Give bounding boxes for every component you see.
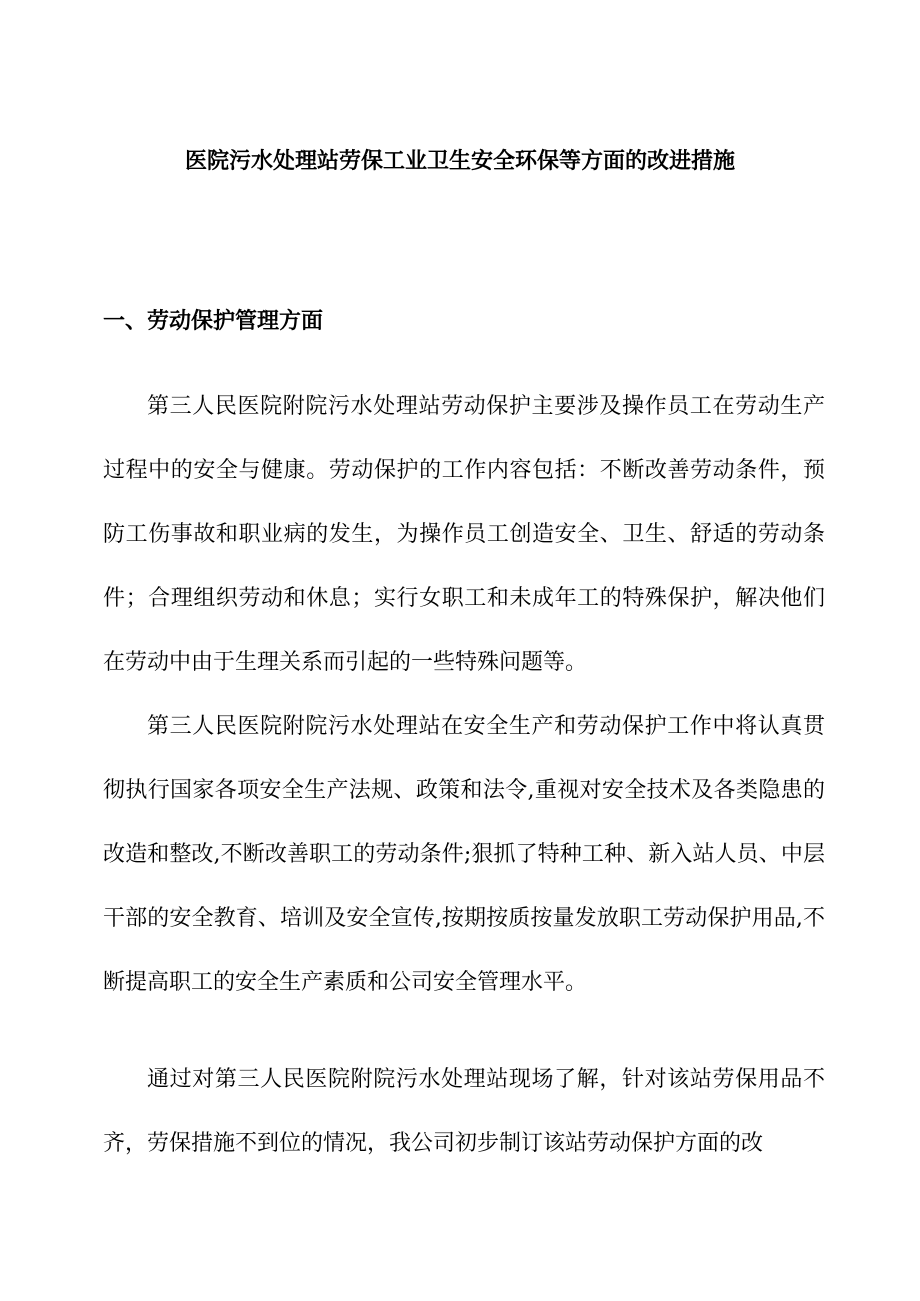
paragraph-labor-protection-scope: 第三人民医院附院污水处理站劳动保护主要涉及操作员工在劳动生产过程中的安全与健康。劳动保护的工作内容包括：不断改善劳动条件，预防工伤事故和职业病的发生，为操作员工创造安全、卫生、舒适的劳动条件；合理组织劳动和休息；实行女职工和未成年工的特殊保护，解决他们在劳动中由于生理关系而引起的一些特殊问题等。 bbox=[103, 394, 825, 675]
paragraph-safety-production: 第三人民医院附院污水处理站在安全生产和劳动保护工作中将认真贯彻执行国家各项安全生产法规、政策和法令,重视对安全技术及各类隐患的改造和整改,不断改善职工的劳动条件;狠抓了特种工种、新入站人员、中层干部的安全教育、培训及安全宣传,按期按质按量发放职工劳动保护用品,不断提高职工的安全生产素质和公司安全管理水平。 bbox=[103, 714, 825, 995]
paragraph-site-survey: 通过对第三人民医院附院污水处理站现场了解，针对该站劳保用品不齐，劳保措施不到位的情况，我公司初步制订该站劳动保护方面的改 bbox=[103, 1067, 825, 1156]
document-title: 医院污水处理站劳保工业卫生安全环保等方面的改进措施 bbox=[184, 148, 735, 174]
section-heading-labor-protection: 一、劳动保护管理方面 bbox=[103, 308, 324, 334]
